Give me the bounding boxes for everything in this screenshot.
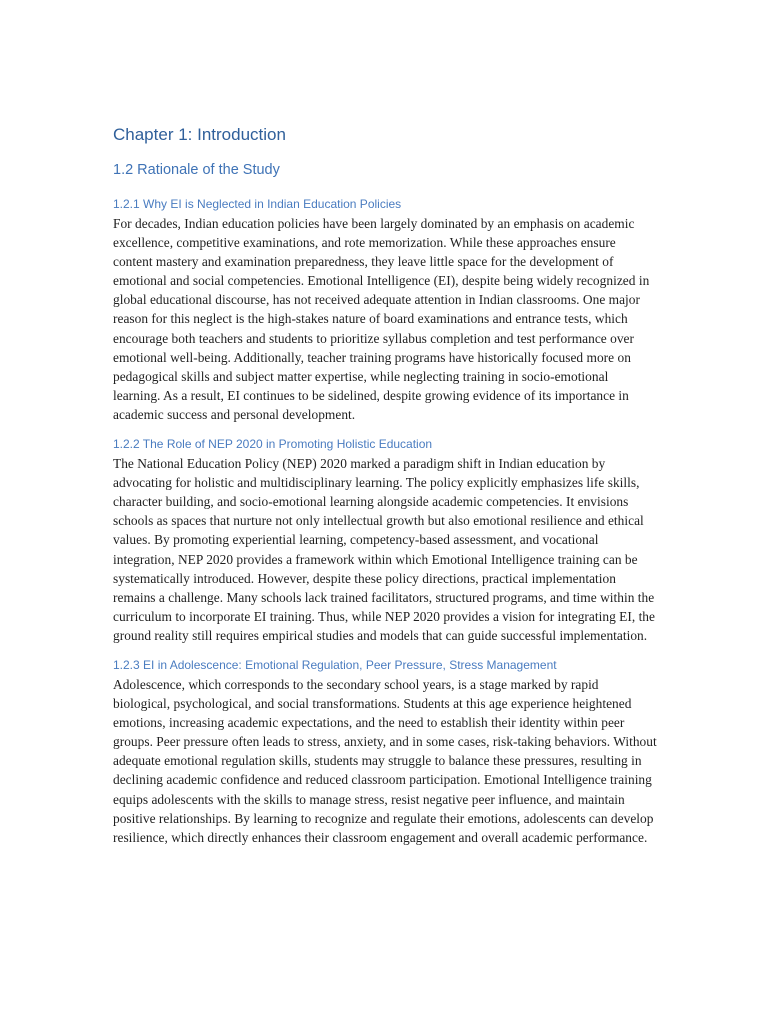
subsection-title-1-2-3: 1.2.3 EI in Adolescence: Emotional Regulation, Peer Pressure, Stress Management xyxy=(113,657,557,672)
document-page xyxy=(113,124,658,859)
chapter-title: Chapter 1: Introduction xyxy=(113,125,286,144)
subsection-body-1-2-2: The National Education Policy (NEP) 2020 marked a paradigm shift in Indian education by advocating for holistic and multidisciplinary learning. The policy explicitly emphasizes life skills, character building, and socio-emotional learning alongside academic competencies. It envisions schools as spaces that nurture not only intellectual growth but also emotional resilience and ethical values. By promoting experiential learning, competency-based assessment, and vocational integration, NEP 2020 provides a framework within which Emotional Intelligence training can be systematically introduced. However, despite these policy directions, practical implementation remains a challenge. Many schools lack trained facilitators, structured programs, and time within the curriculum to incorporate EI training. Thus, while NEP 2020 provides a vision for integrating EI, the ground reality still requires empirical studies and models that can guide successful implementation. xyxy=(113,456,655,643)
subsection-title-1-2-2: 1.2.2 The Role of NEP 2020 in Promoting Holistic Education xyxy=(113,437,433,452)
subsection-body-1-2-3: Adolescence, which corresponds to the secondary school years, is a stage marked by rapid biological, psychological, and social transformations. Students at this age experience heightened emotions, increasing academic expectations, and the need to establish their identity within peer groups. Peer pressure often leads to stress, anxiety, and in some cases, risk-taking behaviors. Without adequate emotional regulation skills, students may struggle to balance these pressures, resulting in declining academic confidence and reduced classroom participation. Emotional Intelligence training equips adolescents with the skills to manage stress, resist negative peer influence, and maintain positive relationships. By learning to recognize and regulate their emotions, adolescents can develop resilience, which directly enhances their classroom engagement and overall academic performance. xyxy=(113,676,657,845)
section-title: 1.2 Rationale of the Study xyxy=(113,162,280,178)
subsection-title-1-2-1: 1.2.1 Why EI is Neglected in Indian Education Policies xyxy=(113,197,402,211)
subsection-body-1-2-1: For decades, Indian education policies have been largely dominated by an emphasis on academic excellence, competitive examinations, and rote memorization. While these approaches ensure content mastery and examination preparedness, they leave little space for the development of emotional and social competencies. Emotional Intelligence (EI), despite being widely recognized in global educational discourse, has not received adequate attention in Indian classrooms. One major reason for this neglect is the high-stakes nature of board examinations and entrance tests, which encourage both teachers and students to prioritize syllabus completion and test performance over emotional well-being. Additionally, teacher training programs have historically focused more on pedagogical skills and subject matter expertise, while neglecting training in socio-emotional learning. As a result, EI continues to be sidelined, despite growing evidence of its importance in academic success and personal development. xyxy=(113,216,650,422)
